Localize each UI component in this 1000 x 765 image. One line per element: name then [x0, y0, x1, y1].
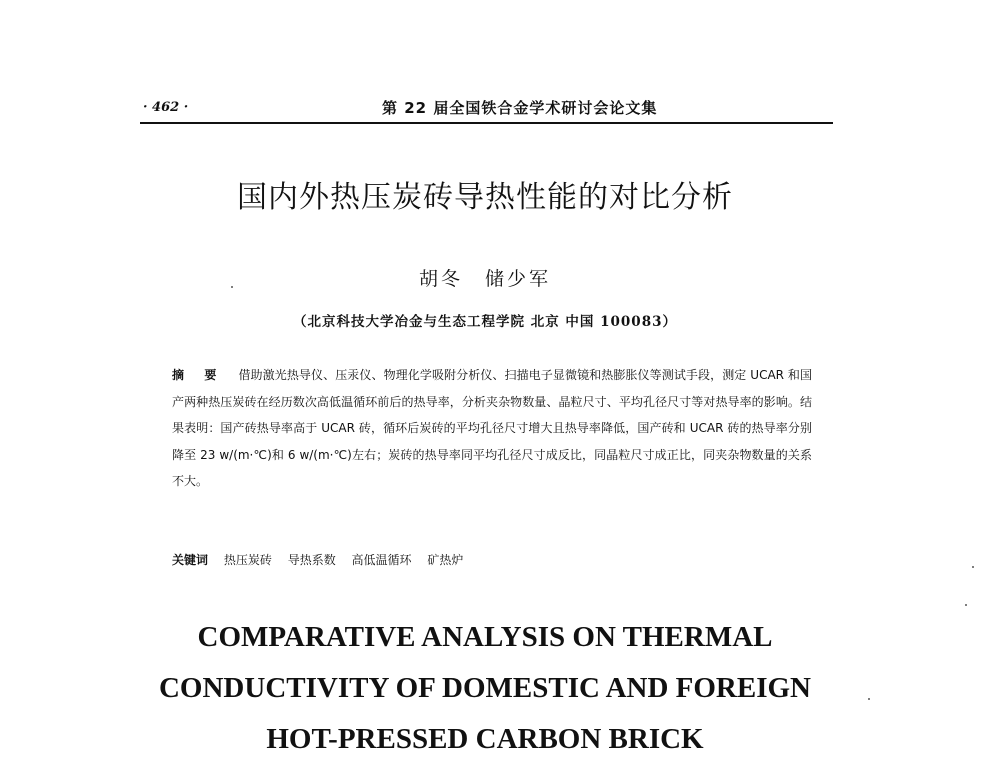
english-title-line: HOT-PRESSED CARBON BRICK — [266, 723, 704, 755]
abstract — [172, 362, 812, 495]
page-number: · 462 · — [143, 100, 189, 115]
paper-title-chinese: 国内外热压炭砖导热性能的对比分析 — [237, 180, 733, 215]
paper-title-english — [0, 612, 970, 765]
scan-speck — [868, 698, 870, 700]
journal-title: 第 22 届全国铁合金学术研讨会论文集 — [382, 99, 658, 117]
keyword-item: 高低温循环 — [351, 553, 412, 567]
scan-speck — [231, 286, 233, 288]
scan-speck — [965, 604, 967, 606]
abstract-text: 借助激光热导仪、压汞仪、物理化学吸附分析仪、扫描电子显微镜和热膨胀仪等测试手段，测定 UCAR 和国产两种热压炭砖在经历数次高低温循环前后的热导率，分析夹杂物数量、晶粒尺寸、平均孔径尺寸等对热导率的影响。结果表明：国产砖热导率高于 UCAR 砖，循环后炭砖的平均孔径尺寸增大且热导率降低，国产砖和 UCAR 砖的热导率分别降至 23 w/(m·℃)和 6 w/(m·℃)左右；炭砖的热导率同平均孔径尺寸成反比，同晶粒尺寸成正比，同夹杂物数量的关系不大。 — [172, 368, 813, 488]
english-title-line: CONDUCTIVITY OF DOMESTIC AND FOREIGN — [158, 672, 812, 704]
scan-speck — [972, 566, 974, 568]
keyword-item: 热压炭砖 — [223, 553, 272, 567]
running-header — [140, 96, 833, 124]
keyword-item: 导热系数 — [287, 553, 336, 567]
authors-chinese: 胡冬 储少军 — [418, 268, 551, 290]
affiliation-chinese: （北京科技大学冶金与生态工程学院 北京 中国 100083） — [293, 314, 677, 330]
abstract-label: 摘 要 — [172, 368, 225, 382]
keywords — [172, 551, 812, 569]
keyword-item: 矿热炉 — [427, 553, 464, 567]
english-title-line: COMPARATIVE ANALYSIS ON THERMAL — [197, 621, 773, 653]
keywords-label: 关键词 — [172, 553, 209, 567]
